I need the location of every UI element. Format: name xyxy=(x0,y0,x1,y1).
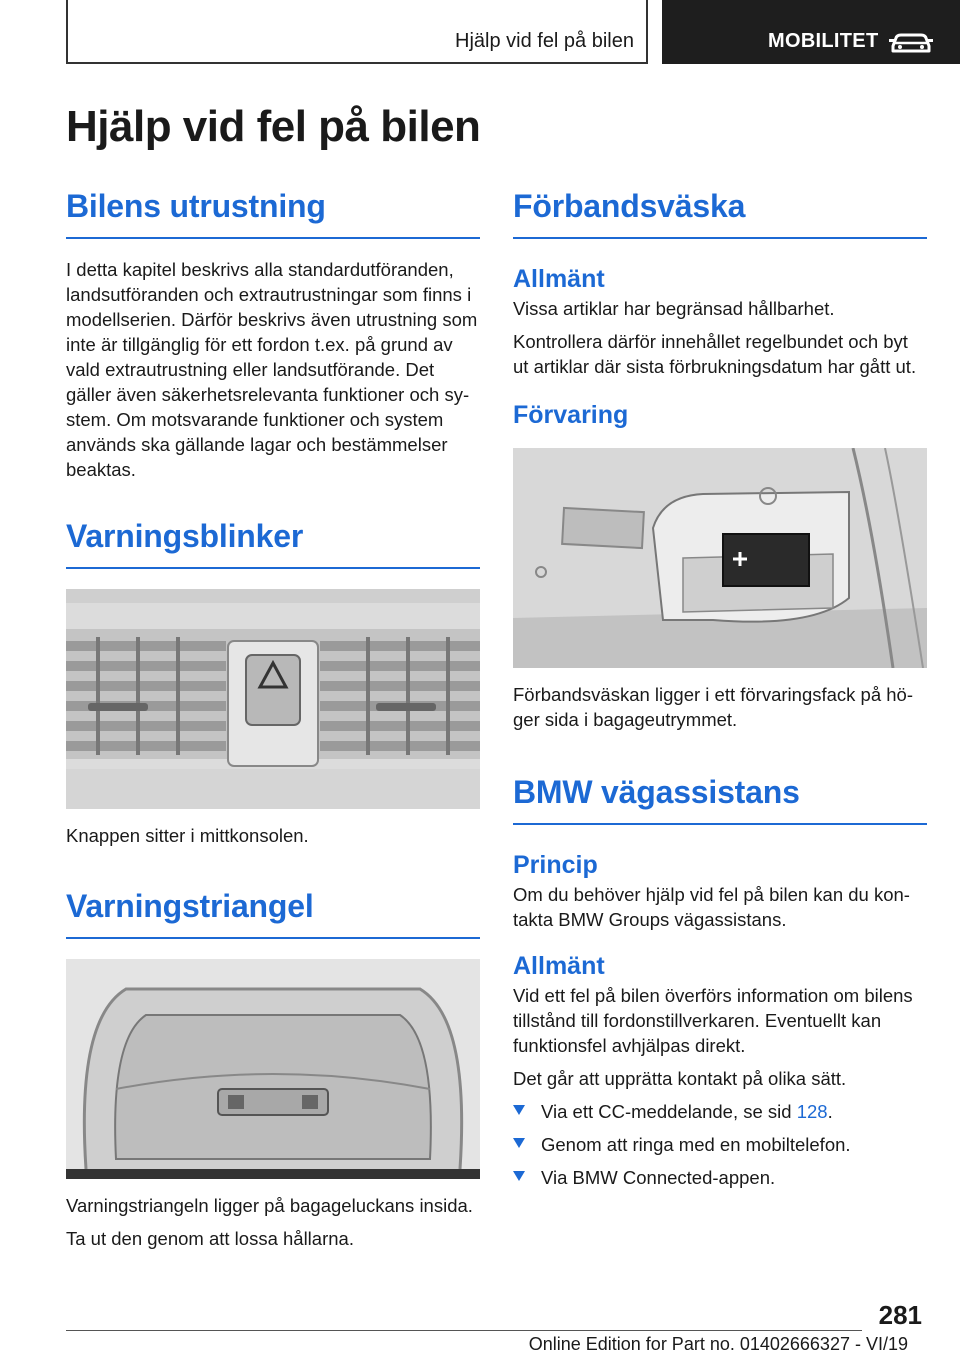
tab-mobilitet[interactable] xyxy=(662,0,960,64)
paragraph: Vid ett fel på bilen överförs information om bilens tillstånd till fordonstillverkaren. Eventuellt kan funktionsfel avhjälpas direkt. xyxy=(513,985,913,1056)
footer-rule xyxy=(66,1330,862,1331)
section-title: Varningsblinker xyxy=(66,518,480,569)
header-rule-right xyxy=(646,0,648,64)
list-item-text: Via ett CC-meddelande, se sid xyxy=(541,1101,797,1122)
list-item-text: Genom att ringa med en mobiltelefon. xyxy=(541,1134,851,1155)
paragraph: Vissa artiklar har begränsad hållbarhet. xyxy=(513,298,835,319)
caption: Varningstriangeln ligger på bagageluckans insida. xyxy=(66,1195,473,1216)
triangle-bullet-icon xyxy=(513,1105,525,1115)
car-icon xyxy=(888,30,934,54)
right-column xyxy=(513,188,927,1198)
section-title: BMW vägassistans xyxy=(513,774,927,825)
list-item xyxy=(513,1165,927,1190)
subsection-title: Princip xyxy=(513,851,598,879)
edition-note: Online Edition for Part no. 01402666327 - VI/19 xyxy=(528,1334,908,1354)
page-link[interactable]: 128 xyxy=(796,1101,828,1122)
left-column xyxy=(66,188,480,1251)
list-item-end: . xyxy=(827,1101,833,1122)
header-section-title: Hjälp vid fel på bilen xyxy=(455,30,634,52)
header-rule xyxy=(66,62,648,64)
subsection-title: Allmänt xyxy=(513,952,605,980)
section-title: Varningstriangel xyxy=(66,888,480,939)
first-aid-kit-image xyxy=(513,448,927,668)
paragraph: Kontrollera därför innehållet regelbundet och byt ut artiklar där sista förbrukningsdatum har gått ut. xyxy=(513,331,917,377)
subsection-title: Allmänt xyxy=(513,265,605,293)
caption: Ta ut den genom att lossa hållarna. xyxy=(66,1228,354,1249)
tab-label: MOBILITET xyxy=(768,30,879,52)
section-title: Förbandsväska xyxy=(513,188,927,239)
trunk-lid-image xyxy=(66,959,480,1179)
header-rule-left xyxy=(66,0,68,64)
list-item xyxy=(513,1132,927,1157)
hazard-button-image xyxy=(66,589,480,809)
triangle-bullet-icon xyxy=(513,1171,525,1181)
triangle-bullet-icon xyxy=(513,1138,525,1148)
contact-list xyxy=(513,1099,927,1190)
page-number: 281 xyxy=(878,1300,922,1330)
caption: Förbandsväskan ligger i ett förvaringsfack på hö‐ger sida i bagageutrymmet. xyxy=(513,684,914,730)
list-item-text: Via BMW Connected-appen. xyxy=(541,1167,776,1188)
paragraph: Om du behöver hjälp vid fel på bilen kan du kon‐takta BMW Groups vägassistans. xyxy=(513,884,910,930)
paragraph: I detta kapitel beskrivs alla standardutföranden, landsutföranden och extrautrustningar som finns i modellserien. Därför beskrivs även utrustning som inte är tillgänglig för ett fordon t.ex. på grund av vald extrautrustning eller landsutförande. Det gäller även säkerhetsrelevanta funktioner och sy‐stem. Om motsvarande funktioner och system används ska gällande lagar och bestämmelser beaktas. xyxy=(66,259,478,480)
subsection-title: Förvaring xyxy=(513,401,629,429)
page-title: Hjälp vid fel på bilen xyxy=(66,102,481,151)
caption: Knappen sitter i mittkonsolen. xyxy=(66,825,309,846)
list-item xyxy=(513,1099,927,1124)
paragraph: Det går att upprätta kontakt på olika sätt. xyxy=(513,1068,847,1089)
section-title: Bilens utrustning xyxy=(66,188,480,239)
